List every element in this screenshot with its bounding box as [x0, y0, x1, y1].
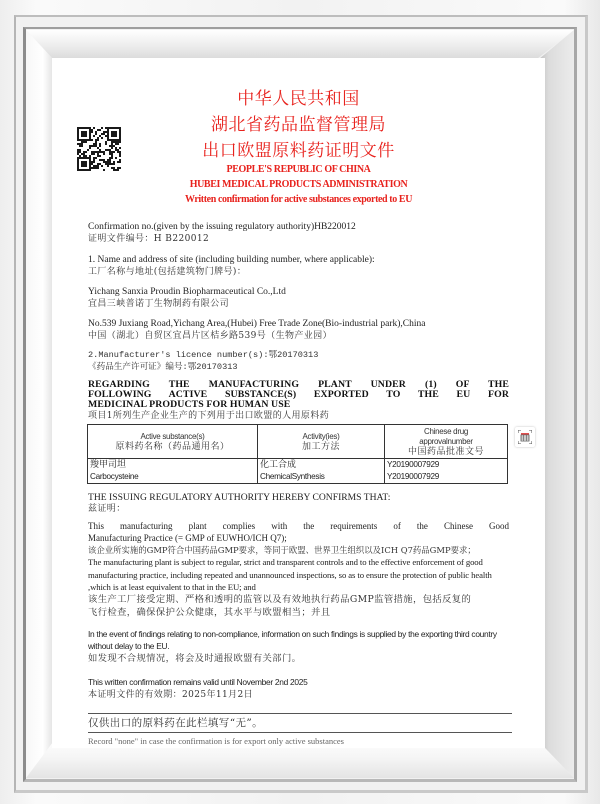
- licence-number-zh: 《药品生产许可证》编号:鄂20170313: [88, 362, 238, 372]
- controls-statement-zh-2: 飞行检查，确保保护公众健康，其水平与欧盟相当；并且: [88, 607, 331, 618]
- title-document-zh: 出口欧盟原料药证明文件: [202, 141, 395, 161]
- noncompliance-statement-zh: 如发现不合规情况，将会及时通报欧盟有关部门。: [88, 653, 302, 664]
- active-substance-table: [87, 424, 508, 484]
- cell-approval-number: Y20190007929 Y20190007929: [385, 459, 508, 484]
- gmp-statement-en-1: This manufacturing plant complies with the requirements of the Chinese Good: [88, 521, 509, 531]
- cell-substance: 羧甲司坦 Carbocysteine: [88, 459, 258, 484]
- confirmation-number-zh: 证明文件编号：H B220012: [88, 234, 210, 244]
- title-country-en: PEOPLE'S REPUBLIC OF CHINA: [226, 164, 371, 175]
- noncompliance-statement-en: In the event of findings relating to non-compliance, information on such findings is supplied by the exporting third country without delay to the EU.: [88, 629, 497, 651]
- validity-statement-zh: 本证明文件的有效期：2025年11月2日: [88, 690, 254, 700]
- confirms-heading-en: THE ISSUING REGULATORY AUTHORITY HEREBY CONFIRMS THAT:: [88, 492, 391, 503]
- table-header-row: [88, 425, 508, 459]
- site-heading-zh: 工厂名称与地址(包括建筑物门牌号)：: [88, 267, 247, 277]
- regarding-line-1: REGARDING THE MANUFACTURING PLANT UNDER (1) OF THE: [88, 379, 509, 390]
- validity-statement-en: This written confirmation remains valid until November 2nd 2025: [88, 677, 308, 687]
- company-name-en: Yichang Sanxia Proudin Biopharmaceutical Co.,Ltd: [88, 287, 286, 297]
- column-header-substance: Active substance(s) 原料药名称（药品通用名）: [88, 425, 258, 459]
- gmp-statement-zh: 该企业所实施的GMP符合中国药品GMP要求，等同于欧盟、世界卫生组织以及ICH Q7药品GMP要求；: [88, 545, 476, 555]
- title-document-en: Written confirmation for active substances exported to EU: [184, 194, 413, 205]
- confirms-heading-zh: 兹证明：: [88, 504, 126, 514]
- footer-note-zh: 仅供出口的原料药在此栏填写“无”。: [88, 717, 264, 729]
- column-header-approval-number: Chinese drug approvalnumber 中国药品批准文号: [385, 425, 508, 459]
- table-row: [88, 459, 508, 484]
- cell-activity: 化工合成 ChemicalSynthesis: [258, 459, 385, 484]
- table-extract-button[interactable]: [515, 427, 535, 447]
- certificate-document: [52, 58, 545, 748]
- site-address-zh: 中国（湖北）自贸区宜昌片区桔乡路539号（生物产业园）: [88, 331, 332, 341]
- company-name-zh: 宜昌三峡普诺丁生物制药有限公司: [88, 299, 230, 309]
- regarding-zh: 项目1所列生产企业生产的下列用于出口欧盟的人用原料药: [88, 411, 330, 421]
- site-address-en: No.539 Juxiang Road,Yichang Area,(Hubei) Free Trade Zone(Bio-industrial park),China: [88, 319, 426, 329]
- footer-rule-top: [88, 713, 512, 714]
- gmp-statement-en-2: Manufacturing Practice (= GMP of EUWHO/ICH Q7);: [88, 533, 287, 543]
- footer-rule-bottom: [88, 732, 512, 733]
- regarding-line-3: MEDICINAL PRODUCTS FOR HUMAN USE: [88, 399, 291, 410]
- controls-statement-en: The manufacturing plant is subject to regular, strict and transparent controls and to the effective enforcement of good manufacturing practice, including repeated and unannounced inspections, so as to ensure the protection of public health ,which is at least equivalent to that in the EU; and: [88, 557, 492, 592]
- licence-number-en: 2.Manufacturer's licence number(s):鄂20170313: [88, 350, 319, 360]
- table-extract-icon: [518, 430, 532, 444]
- controls-statement-zh-1: 该生产工厂接受定期、严格和透明的监管以及有效地执行药品GMP监管措施，包括反复的: [88, 594, 472, 605]
- site-heading-en: 1. Name and address of site (including building number, where applicable):: [88, 255, 375, 265]
- title-country-zh: 中华人民共和国: [237, 89, 360, 109]
- footer-note-en: Record "none" in case the confirmation is for export only active substances: [88, 736, 344, 746]
- title-authority-zh: 湖北省药品监督管理局: [211, 115, 386, 135]
- title-authority-en: HUBEI MEDICAL PRODUCTS ADMINISTRATION: [189, 179, 408, 190]
- confirmation-number-en: Confirmation no.(given by the issuing regulatory authority)HB220012: [88, 222, 356, 232]
- regarding-line-2: FOLLOWING ACTIVE SUBSTANCE(S) EXPORTED TO THE EU FOR: [88, 389, 509, 400]
- column-header-activity: Activity(ies) 加工方法: [258, 425, 385, 459]
